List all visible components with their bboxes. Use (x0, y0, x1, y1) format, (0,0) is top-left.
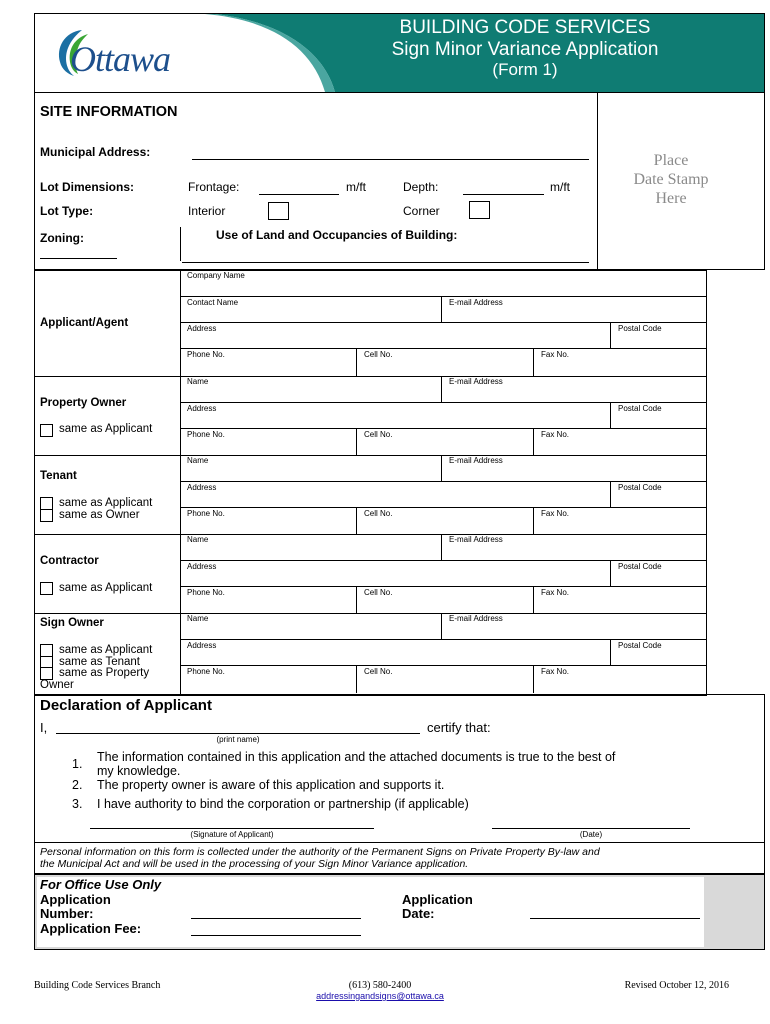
app-number-label: Application (40, 892, 111, 907)
stamp-text-3: Here (655, 190, 687, 207)
cell-label: Cell No. (364, 350, 393, 359)
app-date-label: Application (402, 892, 473, 907)
company-name-field[interactable] (180, 270, 707, 297)
declaration-item-1-num: 1. (72, 757, 83, 771)
name-label: Name (187, 614, 209, 623)
depth-field[interactable] (463, 194, 544, 195)
name-label: Name (187, 535, 209, 544)
contractor-postal-field[interactable] (611, 561, 707, 587)
certify-text: certify that: (427, 720, 491, 735)
cell-label: Cell No. (364, 430, 393, 439)
sign-owner-email-field[interactable] (442, 613, 707, 640)
frontage-unit: m/ft (346, 180, 366, 194)
declaration-item-1-text-2: my knowledge. (97, 764, 181, 778)
sign-owner-cell-field[interactable] (357, 666, 534, 693)
contact-name-field[interactable] (180, 297, 442, 323)
contractor-cell-field[interactable] (357, 587, 534, 613)
footer-revised: Revised October 12, 2016 (624, 980, 729, 991)
contractor-label: Contractor (40, 555, 99, 567)
email-label: E-mail Address (449, 377, 503, 386)
postal-code-label: Postal Code (618, 641, 662, 650)
email-label: E-mail Address (449, 456, 503, 465)
print-name-caption: (print name) (216, 735, 260, 744)
address-label: Address (187, 404, 217, 413)
corner-checkbox[interactable] (469, 201, 490, 219)
company-name-label: Company Name (187, 271, 245, 280)
owner-phone-field[interactable] (180, 429, 357, 455)
tenant-name-field[interactable] (180, 455, 442, 482)
cell-label: Cell No. (364, 667, 393, 676)
owner-address-field[interactable] (180, 403, 611, 429)
declaration-item-1-text: The information contained in this application and the attached documents is true to the best of (97, 750, 616, 764)
corner-label: Corner (403, 204, 440, 218)
header-subtitle: Sign Minor Variance Application (391, 39, 659, 60)
tenant-same-applicant-label: same as Applicant (59, 497, 153, 509)
office-use-heading: For Office Use Only (40, 877, 162, 892)
sign-owner-postal-field[interactable] (611, 640, 707, 666)
applicant-cell-field[interactable] (357, 349, 534, 376)
cell-label: Cell No. (364, 509, 393, 518)
stamp-text-1: Place (653, 152, 689, 169)
stamp-text-2: Date Stamp (633, 171, 709, 188)
cell-label: Cell No. (364, 588, 393, 597)
sign-same-property-label: same as Property (59, 667, 150, 679)
sign-same-tenant-label: same as Tenant (59, 656, 140, 668)
owner-name-field[interactable] (180, 376, 442, 403)
applicant-label: Applicant/Agent (40, 317, 129, 329)
fax-label: Fax No. (541, 667, 570, 676)
email-label: E-mail Address (449, 614, 503, 623)
postal-code-label: Postal Code (618, 324, 662, 333)
postal-code-label: Postal Code (618, 404, 662, 413)
declaration-item-3-num: 3. (72, 797, 83, 811)
declaration-item-3-text: I have authority to bind the corporation or partnership (if applicable) (97, 797, 469, 811)
interior-label: Interior (188, 204, 226, 218)
postal-code-label: Postal Code (618, 483, 662, 492)
app-number-label-2: Number: (40, 906, 94, 921)
applicant-phone-field[interactable] (180, 349, 357, 376)
sign-owner-name-field[interactable] (180, 613, 442, 640)
app-date-field[interactable] (530, 918, 700, 919)
owner-postal-field[interactable] (611, 403, 707, 429)
applicant-address-field[interactable] (180, 323, 611, 349)
phone-label: Phone No. (187, 588, 225, 597)
owner-email-field[interactable] (442, 376, 707, 403)
municipal-address-field[interactable] (192, 159, 589, 160)
sign-owner-fax-field[interactable] (534, 666, 707, 693)
contractor-address-field[interactable] (180, 561, 611, 587)
privacy-notice-1: Personal information on this form is collected under the authority of the Permanent Signs on Private Property By-law and (40, 846, 600, 858)
app-number-field[interactable] (191, 918, 361, 919)
declaration-item-2-text: The property owner is aware of this application and supports it. (97, 778, 445, 792)
contact-name-label: Contact Name (187, 298, 239, 307)
sign-same-property-label-2: Owner (40, 679, 74, 691)
print-name-field[interactable] (56, 733, 420, 734)
notice-rule (34, 842, 765, 843)
header-form-number: (Form 1) (492, 60, 558, 79)
tenant-same-owner-label: same as Owner (59, 509, 140, 521)
frontage-field[interactable] (259, 194, 339, 195)
declaration-item-2-num: 2. (72, 778, 83, 792)
depth-label: Depth: (403, 180, 439, 194)
footer-phone: (613) 580-2400 (348, 980, 412, 991)
site-heading: SITE INFORMATION (40, 104, 178, 120)
name-label: Name (187, 377, 209, 386)
address-label: Address (187, 483, 217, 492)
footer-branch: Building Code Services Branch (34, 980, 161, 991)
tenant-same-owner-checkbox[interactable] (40, 509, 53, 522)
signature-caption: (Signature of Applicant) (190, 830, 274, 839)
contractor-phone-field[interactable] (180, 587, 357, 613)
phone-label: Phone No. (187, 430, 225, 439)
postal-code-label: Postal Code (618, 562, 662, 571)
address-label: Address (187, 641, 217, 650)
email-label: E-mail Address (449, 535, 503, 544)
sign-owner-phone-field[interactable] (180, 666, 357, 693)
phone-label: Phone No. (187, 509, 225, 518)
owner-same-applicant-checkbox[interactable] (40, 424, 53, 437)
owner-label: Property Owner (40, 397, 127, 409)
header-title: BUILDING CODE SERVICES (399, 17, 651, 38)
use-field[interactable] (182, 262, 589, 263)
contractor-fax-field[interactable] (534, 587, 707, 613)
date-caption: (Date) (579, 830, 603, 839)
zoning-label: Zoning: (40, 231, 84, 245)
signature-field[interactable] (90, 828, 374, 829)
owner-fax-field[interactable] (534, 429, 707, 455)
phone-label: Phone No. (187, 350, 225, 359)
privacy-notice-2: the Municipal Act and will be used in the processing of your Sign Minor Variance application. (40, 858, 469, 870)
fax-label: Fax No. (541, 430, 570, 439)
address-label: Address (187, 324, 217, 333)
frontage-label: Frontage: (188, 180, 240, 194)
interior-checkbox[interactable] (268, 202, 289, 220)
phone-label: Phone No. (187, 667, 225, 676)
tenant-address-field[interactable] (180, 482, 611, 508)
footer-email-link[interactable]: addressingandsigns@ottawa.ca (316, 991, 444, 1001)
lot-type-label: Lot Type: (40, 204, 94, 218)
municipal-address-label: Municipal Address: (40, 145, 151, 159)
declaration-i: I, (40, 720, 48, 735)
tenant-email-field[interactable] (442, 455, 707, 482)
owner-same-applicant-label: same as Applicant (59, 423, 153, 435)
applicant-email-field[interactable] (442, 297, 707, 323)
tenant-label: Tenant (40, 470, 77, 482)
tenant-cell-field[interactable] (357, 508, 534, 534)
date-field[interactable] (492, 828, 690, 829)
sign-same-applicant-label: same as Applicant (59, 644, 153, 656)
logo-wordmark: Ottawa (70, 39, 171, 79)
declaration-heading: Declaration of Applicant (40, 697, 212, 714)
address-label: Address (187, 562, 217, 571)
owner-cell-field[interactable] (357, 429, 534, 455)
applicant-fax-field[interactable] (534, 349, 707, 376)
email-label: E-mail Address (449, 298, 503, 307)
fax-label: Fax No. (541, 350, 570, 359)
use-label: Use of Land and Occupancies of Building: (216, 228, 458, 242)
zoning-divider (180, 227, 181, 261)
sign-owner-label: Sign Owner (40, 617, 104, 629)
fax-label: Fax No. (541, 588, 570, 597)
sign-owner-address-field[interactable] (180, 640, 611, 666)
tenant-phone-field[interactable] (180, 508, 357, 534)
contractor-email-field[interactable] (442, 534, 707, 561)
app-fee-label: Application Fee: (40, 921, 142, 936)
ottawa-logo (52, 26, 202, 78)
tenant-postal-field[interactable] (611, 482, 707, 508)
contractor-same-applicant-checkbox[interactable] (40, 582, 53, 595)
tenant-fax-field[interactable] (534, 508, 707, 534)
name-label: Name (187, 456, 209, 465)
depth-unit: m/ft (550, 180, 570, 194)
app-date-label-2: Date: (402, 906, 435, 921)
contractor-same-applicant-label: same as Applicant (59, 582, 153, 594)
fax-label: Fax No. (541, 509, 570, 518)
app-fee-field[interactable] (191, 935, 361, 936)
lot-dimensions-label: Lot Dimensions: (40, 180, 135, 194)
applicant-postal-field[interactable] (611, 323, 707, 349)
contractor-name-field[interactable] (180, 534, 442, 561)
zoning-field[interactable] (40, 258, 117, 259)
